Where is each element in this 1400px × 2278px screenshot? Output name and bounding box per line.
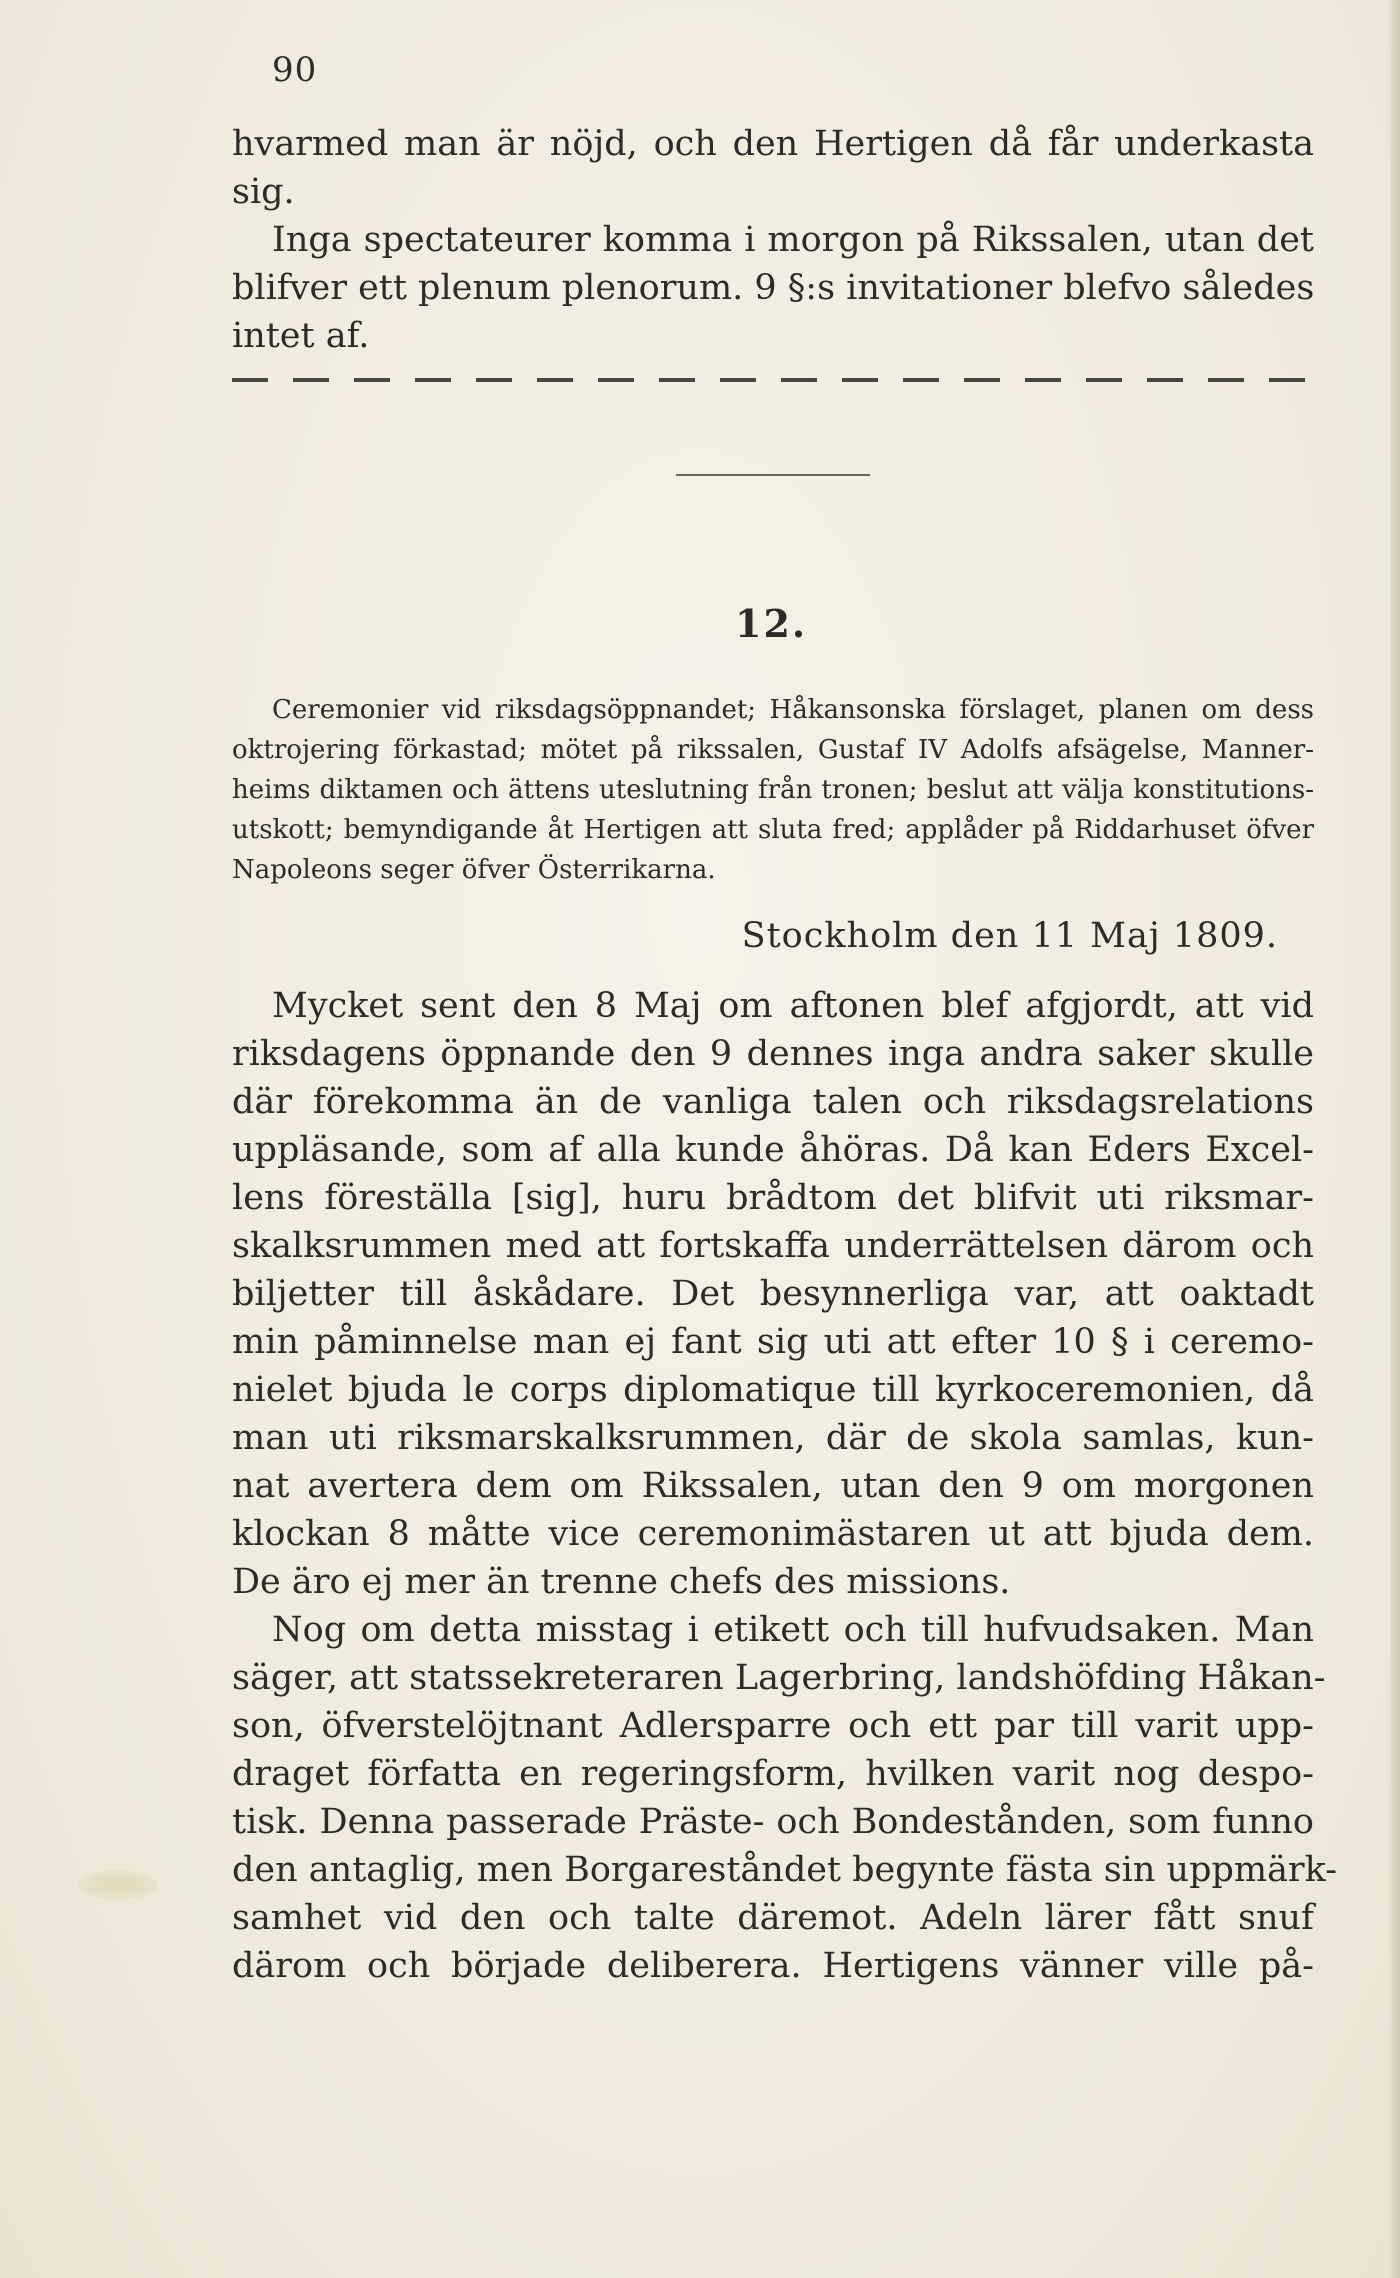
text-line: riksdagens öppnande den 9 dennes inga andra saker skulle — [232, 1034, 1314, 1074]
text-line: son, öfverstelöjtnant Adlersparre och ett par till varit upp- — [232, 1706, 1314, 1746]
text-line: blifver ett plenum plenorum. 9 §:s invitationer blefvo således — [232, 268, 1315, 308]
text-line: sig. — [232, 172, 295, 212]
letter-body — [232, 982, 1338, 1990]
text-line: skalksrummen med att fortskaffa underrättelsen därom och — [232, 1226, 1314, 1266]
text-line: Inga spectateurer komma i morgon på Rikssalen, utan det — [272, 220, 1314, 260]
dateline: Stockholm den 11 Maj 1809. — [741, 916, 1278, 956]
text-line: den antaglig, men Borgareståndet begynte fästa sin uppmärk- — [232, 1850, 1338, 1890]
summary-line: oktrojering förkastad; mötet på rikssalen, Gustaf IV Adolfs afsägelse, Manner- — [232, 735, 1314, 765]
text-line: De äro ej mer än trenne chefs des missions. — [232, 1562, 1011, 1602]
text-line: man uti riksmarskalksrummen, där de skola samlas, kun- — [232, 1418, 1314, 1458]
text-line: samhet vid den och talte däremot. Adeln lärer fått snuf — [232, 1898, 1314, 1938]
text-line: säger, att statssekreteraren Lagerbring, landshöfding Håkan- — [232, 1658, 1326, 1698]
summary-line: Ceremonier vid riksdagsöppnandet; Håkansonska förslaget, planen om dess — [272, 695, 1314, 725]
opening-paragraphs — [232, 120, 1314, 360]
short-rule — [676, 474, 870, 476]
text-line: uppläsande, som af alla kunde åhöras. Då kan Eders Excel- — [232, 1130, 1314, 1170]
paper-stain — [78, 1870, 158, 1900]
text-line: nat avertera dem om Rikssalen, utan den 9 om morgonen — [232, 1466, 1314, 1506]
text-line: där förekomma än de vanliga talen och riksdagsrelations — [232, 1082, 1314, 1122]
text-line: intet af. — [232, 316, 370, 356]
summary-line: utskott; bemyndigande åt Hertigen att sluta fred; applåder på Riddarhuset öfver — [232, 815, 1314, 845]
page-edge — [1390, 0, 1400, 2278]
text-line: Mycket sent den 8 Maj om aftonen blef afgjordt, att vid — [272, 986, 1314, 1026]
text-line: biljetter till åskådare. Det besynnerliga var, att oaktadt — [232, 1274, 1314, 1314]
text-line: hvarmed man är nöjd, och den Hertigen då får underkasta — [232, 124, 1314, 164]
text-line: därom och började deliberera. Hertigens vänner ville på- — [232, 1946, 1314, 1986]
text-line: min påminnelse man ej fant sig uti att efter 10 § i ceremo- — [232, 1322, 1314, 1362]
page-number: 90 — [272, 50, 318, 90]
text-line: draget författa en regeringsform, hvilken varit nog despo- — [232, 1754, 1314, 1794]
summary-line: heims diktamen och ättens uteslutning från tronen; beslut att välja konstitutions- — [232, 775, 1314, 805]
chapter-summary — [232, 690, 1314, 890]
text-line: Nog om detta misstag i etikett och till hufvudsaken. Man — [272, 1610, 1314, 1650]
chapter-number: 12. — [735, 601, 808, 646]
text-line: tisk. Denna passerade Präste- och Bondestånden, som funno — [232, 1802, 1314, 1842]
text-line: klockan 8 måtte vice ceremonimästaren ut att bjuda dem. — [232, 1514, 1314, 1554]
summary-line: Napoleons seger öfver Österrikarna. — [232, 855, 716, 885]
text-line: lens föreställa [sig], huru brådtom det blifvit uti riksmar- — [232, 1178, 1314, 1218]
dashed-divider — [232, 378, 1314, 382]
text-line: nielet bjuda le corps diplomatique till kyrkoceremonien, då — [232, 1370, 1314, 1410]
